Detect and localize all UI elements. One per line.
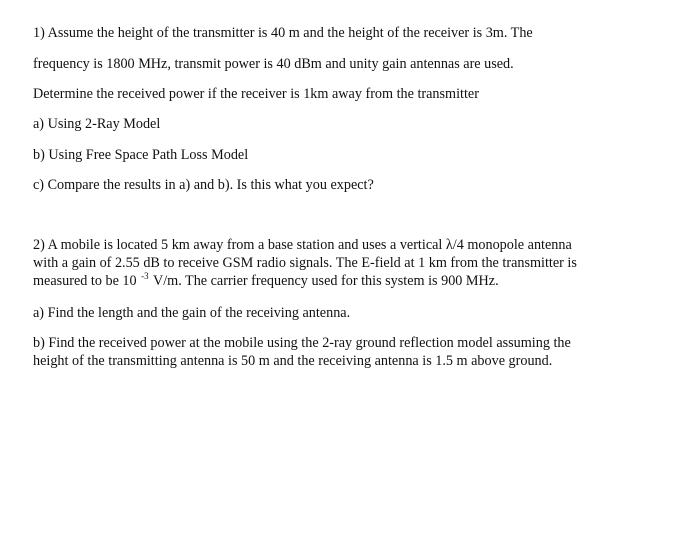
q1-line-2: frequency is 1800 MHz, transmit power is 40 dBm and unity gain antennas are used. (33, 56, 514, 72)
q1-part-c: c) Compare the results in a) and b). Is this what you expect? (33, 177, 374, 193)
q2-part-b-line-2: height of the transmitting antenna is 50 m and the receiving antenna is 1.5 m above ground. (33, 353, 553, 369)
q2-part-b-line-1: b) Find the received power at the mobile using the 2-ray ground reflection model assuming the (33, 335, 571, 351)
q2-line-3-after: V/m. The carrier frequency used for this system is 900 MHz. (152, 273, 499, 289)
q1-line-1: 1) Assume the height of the transmitter is 40 m and the height of the receiver is 3m. The (33, 25, 533, 41)
q2-line-3-before: measured to be 10 (33, 273, 137, 289)
q2-line-2: with a gain of 2.55 dB to receive GSM radio signals. The E-field at 1 km from the transmitter is (33, 255, 577, 271)
q1-part-b: b) Using Free Space Path Loss Model (33, 147, 249, 163)
q2-line-1: 2) A mobile is located 5 km away from a base station and uses a vertical λ/4 monopole antenna (33, 237, 572, 253)
q2-exponent: -3 (141, 271, 149, 282)
q1-line-3: Determine the received power if the receiver is 1km away from the transmitter (33, 86, 479, 102)
q2-part-a: a) Find the length and the gain of the receiving antenna. (33, 305, 351, 321)
q2-line-3 (33, 272, 499, 290)
q1-part-a: a) Using 2-Ray Model (33, 116, 161, 132)
